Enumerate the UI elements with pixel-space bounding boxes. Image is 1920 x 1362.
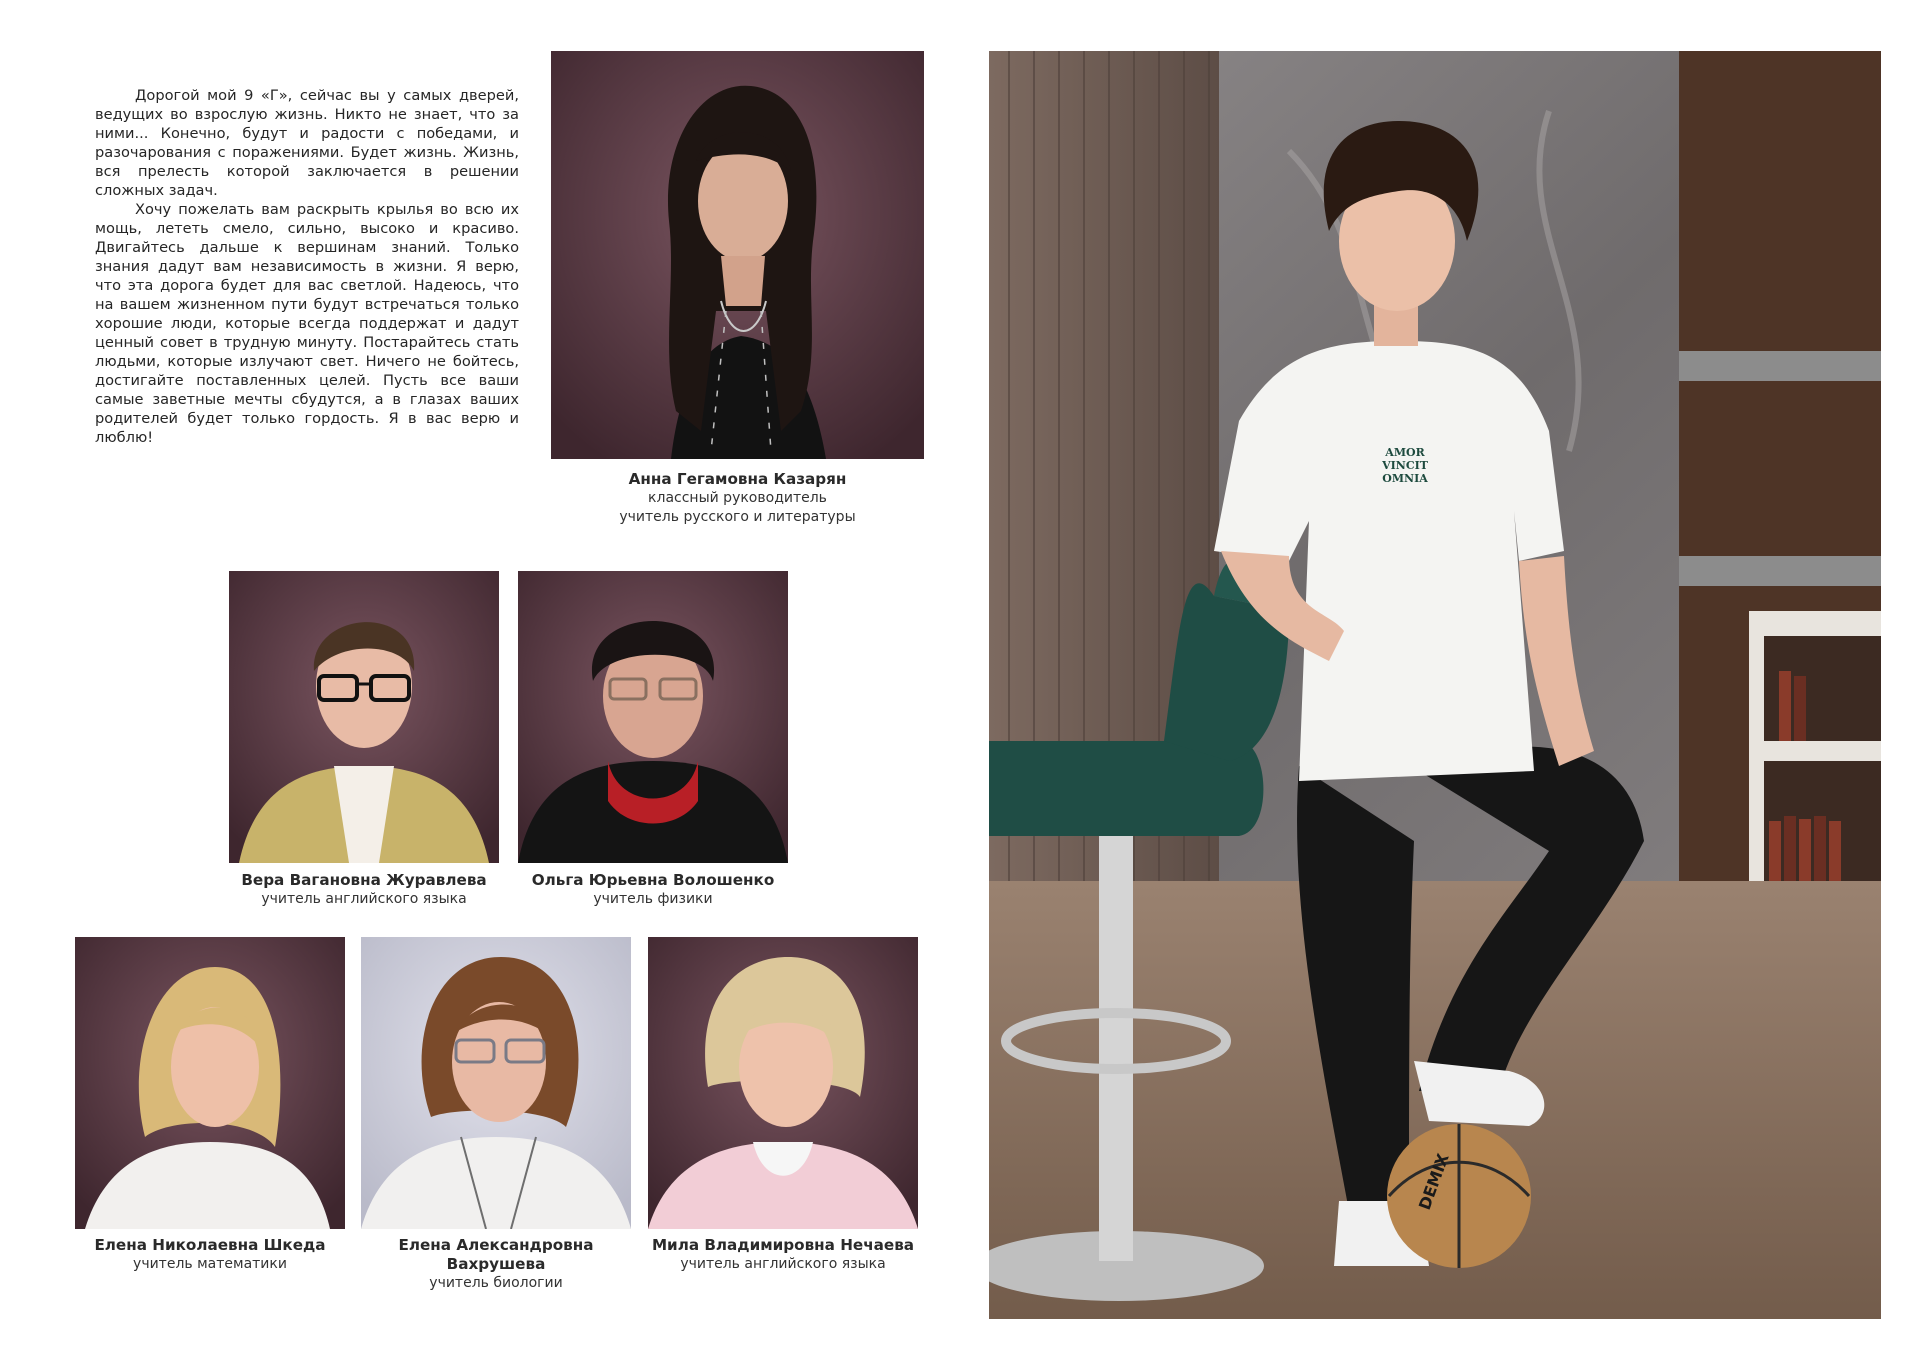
teacher-name: Елена Александровна Вахрушева: [398, 1236, 594, 1273]
teacher-subject: учитель математики: [133, 1256, 287, 1272]
teacher-subject: учитель русского и литературы: [619, 509, 856, 525]
caption-teacher-math: [70, 1236, 350, 1274]
ball-brand: DEMIX: [1414, 1150, 1453, 1213]
teacher-name: Вера Вагановна Журавлева: [241, 871, 487, 889]
teacher-name: Анна Гегамовна Казарян: [628, 470, 847, 488]
teacher-subject: учитель физики: [593, 891, 713, 907]
student-portrait: [989, 51, 1881, 1319]
caption-teacher-english-2: [643, 1236, 923, 1274]
shirt-print-line-1: AMOR: [1385, 446, 1425, 459]
teacher-subject: учитель биологии: [429, 1275, 563, 1291]
portrait-teacher-biology: [361, 937, 631, 1229]
shirt-print-line-3: OMNIA: [1382, 472, 1428, 485]
portrait-teacher-english-2: [648, 937, 918, 1229]
shirt-print-line-2: VINCIT: [1382, 459, 1428, 472]
portrait-teacher-math: [75, 937, 345, 1229]
teacher-subject: учитель английского языка: [680, 1256, 886, 1272]
teacher-name: Елена Николаевна Шкеда: [94, 1236, 326, 1254]
caption-teacher-biology: [351, 1236, 641, 1293]
teacher-name: Мила Владимировна Нечаева: [651, 1236, 915, 1254]
address-paragraph-2: Хочу пожелать вам раскрыть крылья во всю их мощь, лететь смело, сильно, высоко и красиво. Двигайтесь дальше к вершинам знаний. Только знания дадут вам независимость в жизни. Я верю, что эта дорога будет для вас светлой. Надеюсь, что на вашем жизненном пути будут встречаться только хорошие люди, которые всегда поддержат и дадут ценный совет в трудную минуту. Постарайтесь стать людьми, которые излучают свет. Ничего не бойтесь, достигайте поставленных целей. Пусть все ваши самые заветные мечты сбудутся, а в глазах ваших родителей будет только гордость. Я в вас верю и люблю!: [95, 201, 519, 446]
caption-class-teacher: [551, 470, 924, 527]
caption-teacher-physics: [518, 871, 788, 909]
teacher-name: Ольга Юрьевна Волошенко: [531, 871, 775, 889]
portrait-teacher-physics: [518, 571, 788, 863]
portrait-class-teacher: [551, 51, 924, 459]
teacher-subject: учитель английского языка: [261, 891, 467, 907]
portrait-teacher-english-1: [229, 571, 499, 863]
address-paragraph-1: Дорогой мой 9 «Г», сейчас вы у самых дверей, ведущих во взрослую жизнь. Никто не знает, что за ними... Конечно, будут и радости с победами, и разочарования с поражениями. Будет жизнь. Жизнь, вся прелесть которой заключается в решении сложных задач.: [95, 87, 519, 199]
caption-teacher-english-1: [229, 871, 499, 909]
class-teacher-address: [95, 86, 519, 447]
teacher-role: классный руководитель: [648, 490, 827, 506]
